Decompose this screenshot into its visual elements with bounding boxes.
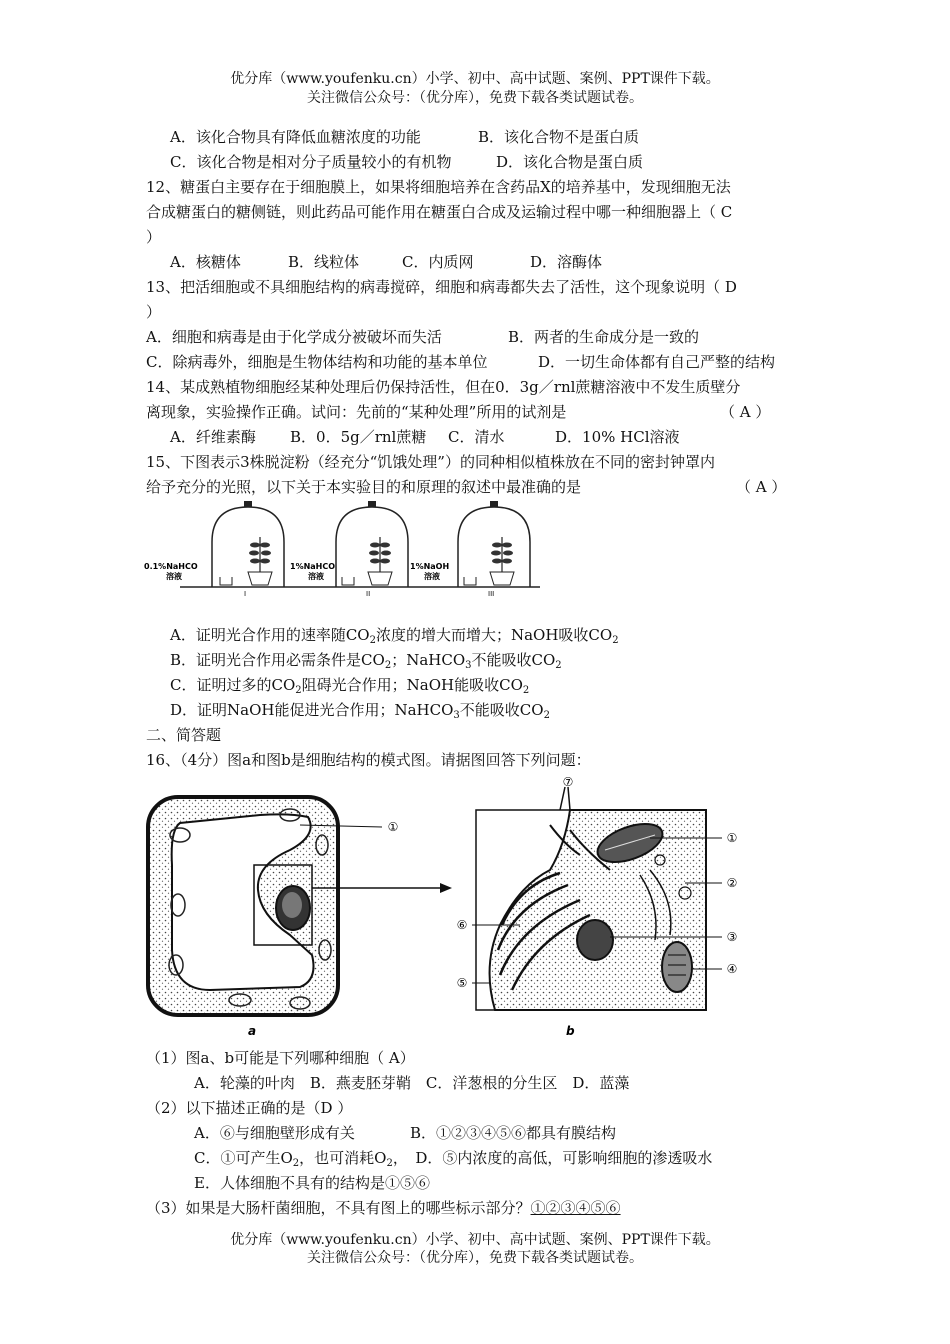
- marker-2: [724, 875, 740, 891]
- marker-1-a: [385, 819, 401, 835]
- q14-option-a: A．纤维素酶: [170, 428, 256, 446]
- jar1-number: I: [244, 590, 247, 598]
- q15-option-a: A．证明光合作用的速率随$CO_2$浓度的增大而增大；NaOH吸收$CO_2$: [170, 626, 619, 646]
- q16-part3: （3）如果是大肠杆菌细胞，不具有图上的哪些标示部分？①②③④⑤⑥: [146, 1199, 621, 1217]
- q15-option-c: C．证明过多的$CO_2$阻碍光合作用；NaOH能吸收$CO_2$: [170, 676, 530, 696]
- svg-text:⑥: ⑥: [456, 918, 468, 932]
- bell-jar-1: [144, 501, 284, 598]
- q15-answer: （ A ）: [736, 478, 787, 496]
- q16-part2: （2）以下描述正确的是（D ）: [146, 1099, 353, 1117]
- marker-6: [454, 917, 470, 933]
- q12-stem-line3: ）: [146, 228, 162, 246]
- q13-option-c: C．除病毒外，细胞是生物体结构和功能的基本单位: [146, 353, 488, 371]
- jar2-solution-label2: 溶液: [308, 572, 324, 581]
- svg-text:①: ①: [726, 831, 738, 845]
- plant-icon: [490, 537, 514, 585]
- jar3-number: III: [488, 590, 495, 598]
- svg-text:③: ③: [726, 930, 738, 944]
- q16-part3-answer: ①②③④⑤⑥: [530, 1199, 621, 1217]
- q16-part2-option-a: A．⑥与细胞壁形成有关: [194, 1124, 355, 1142]
- page-header-line2: 关注微信公众号：（优分库），免费下载各类试题试卷。: [307, 90, 643, 106]
- q12-option-d: D．溶酶体: [530, 253, 603, 271]
- q16-part1: （1）图a、b可能是下列哪种细胞（ A）: [146, 1049, 415, 1067]
- q13-option-d: D．一切生命体都有自己严整的结构: [538, 353, 776, 371]
- marker-4: [724, 961, 740, 977]
- q14-option-c: C．清水: [448, 428, 505, 446]
- jar2-solution-label: 1%NaHCO: [290, 562, 336, 571]
- plant-icon: [368, 537, 392, 585]
- cell-diagram-a: [148, 797, 382, 1038]
- bell-jar-2: [290, 501, 408, 598]
- q11-option-c: C．该化合物是相对分子质量较小的有机物: [170, 153, 452, 171]
- bell-jar-3: [410, 501, 530, 598]
- q11-option-b: B．该化合物不是蛋白质: [478, 128, 640, 146]
- q12-option-a: A．核糖体: [170, 253, 241, 271]
- q14-option-b: B．0．5g／rnl蔗糖: [290, 428, 427, 446]
- jar2-number: II: [366, 590, 371, 598]
- q15-stem-line1: 15、下图表示3株脱淀粉（经充分“饥饿处理”）的同种相似植株放在不同的密封钟罩内: [146, 453, 715, 471]
- cell-diagram-b: [476, 787, 706, 1038]
- jar3-solution-label: 1%NaOH: [410, 562, 450, 571]
- q16-stem: 16、（4分）图a和图b是细胞结构的模式图。请据图回答下列问题：: [146, 751, 591, 769]
- q12-stem-line1: 12、糖蛋白主要存在于细胞膜上，如果将细胞培养在含药品X的培养基中，发现细胞无法: [146, 178, 731, 196]
- q16-part2-option-b: B．①②③④⑤⑥都具有膜结构: [410, 1124, 617, 1142]
- q14-option-d: D．10% HCl溶液: [555, 428, 680, 446]
- jar3-solution-label2: 溶液: [424, 572, 440, 581]
- q15-option-b: B．证明光合作用必需条件是$CO_2$；NaHCO$_3$不能吸收$CO_2$: [170, 651, 562, 671]
- page-footer-line2: 关注微信公众号：（优分库），免费下载各类试题试卷。: [307, 1250, 643, 1266]
- q11-option-a: A．该化合物具有降低血糖浓度的功能: [170, 128, 421, 146]
- svg-text:①: ①: [387, 820, 399, 834]
- svg-text:②: ②: [726, 876, 738, 890]
- plant-icon: [248, 537, 272, 585]
- marker-5: [454, 975, 470, 991]
- q14-stem-line1: 14、某成熟植物细胞经某种处理后仍保持活性，但在0．3g／rnl蔗糖溶液中不发生质壁分: [146, 378, 741, 396]
- q14-answer: （ A ）: [720, 403, 771, 421]
- svg-text:④: ④: [726, 962, 738, 976]
- q13-stem-line2: ）: [146, 303, 162, 321]
- q15-option-d: D．证明NaOH能促进光合作用；NaHCO$_3$不能吸收$CO_2$: [170, 701, 550, 721]
- q14-stem-line2: 离现象，实验操作正确。试问：先前的“某种处理”所用的试剂是: [146, 403, 567, 421]
- section-heading: 二、简答题: [146, 726, 222, 744]
- q11-option-d: D．该化合物是蛋白质: [496, 153, 644, 171]
- bell-jar-experiment-figure: [140, 497, 550, 602]
- q16-part2-option-c-d: C．①可产生$O_2$，也可消耗$O_2$， D．⑤内浓度的高低，可影响细胞的渗透吸水: [194, 1149, 713, 1169]
- page-footer-line1: 优分库（www.youfenku.cn）小学、初中、高中试题、案例、PPT课件下载。: [230, 1232, 720, 1248]
- figure-a-label: a: [248, 1024, 257, 1038]
- q12-option-c: C．内质网: [402, 253, 474, 271]
- page-header-line1: 优分库（www.youfenku.cn）小学、初中、高中试题、案例、PPT课件下载。: [230, 71, 720, 87]
- q12-stem-line2: 合成糖蛋白的糖侧链，则此药品可能作用在糖蛋白合成及运输过程中哪一种细胞器上（ C: [146, 203, 733, 221]
- figure-b-label: b: [566, 1024, 575, 1038]
- jar1-solution-label2: 溶液: [166, 572, 182, 581]
- svg-text:⑦: ⑦: [562, 775, 574, 789]
- q15-stem-line2: 给予充分的光照，以下关于本实验目的和原理的叙述中最准确的是: [146, 478, 582, 496]
- q13-option-b: B．两者的生命成分是一致的: [508, 328, 700, 346]
- jar1-solution-label: 0.1%NaHCO: [144, 562, 198, 571]
- marker-3: [724, 929, 740, 945]
- svg-text:⑤: ⑤: [456, 976, 468, 990]
- q13-option-a: A．细胞和病毒是由于化学成分被破坏而失活: [146, 328, 442, 346]
- cell-structure-figure: [140, 775, 760, 1040]
- q16-part1-options: A．轮藻的叶肉 B．燕麦胚芽鞘 C．洋葱根的分生区 D．蓝藻: [194, 1074, 630, 1092]
- q13-stem-line1: 13、把活细胞或不具细胞结构的病毒搅碎，细胞和病毒都失去了活性，这个现象说明（ D: [146, 278, 737, 296]
- marker-1-b: [724, 830, 740, 846]
- q16-part2-option-e: E．人体细胞不具有的结构是①⑤⑥: [194, 1174, 430, 1192]
- q12-option-b: B．线粒体: [288, 253, 360, 271]
- marker-7: [561, 775, 575, 789]
